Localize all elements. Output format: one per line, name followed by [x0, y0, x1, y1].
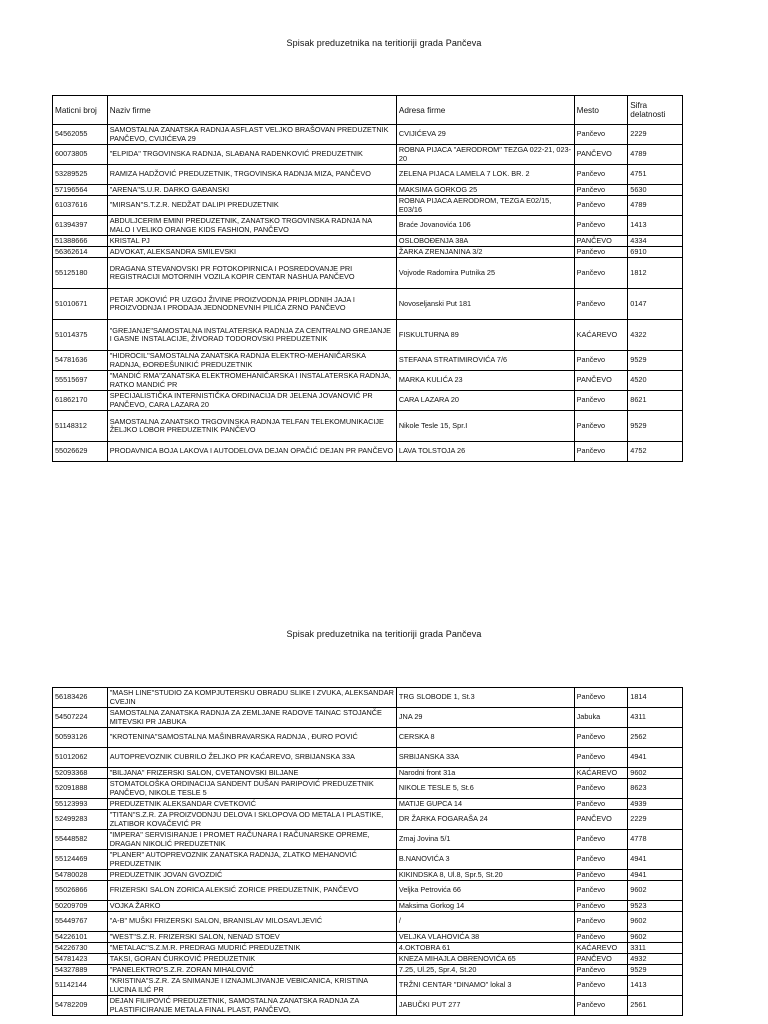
place-cell: Pančevo — [574, 901, 628, 912]
activity-code-cell: 4322 — [628, 320, 683, 351]
registration-number-cell: 50209709 — [53, 901, 108, 912]
registration-number-cell: 50593126 — [53, 728, 108, 748]
company-address-cell: STEFANA STRATIMIROVIĆA 7/6 — [396, 351, 574, 371]
company-name-cell: PREDUZETNIK JOVAN GVOZDIĆ — [107, 870, 396, 881]
table-row — [53, 688, 683, 708]
table-row — [53, 996, 683, 1016]
registration-number-cell: 52093368 — [53, 768, 108, 779]
page-title: Spisak preduzetnika na teritioriji grada Pančeva — [286, 38, 482, 48]
table-row — [53, 954, 683, 965]
company-address-cell: VELJKA VLAHOVIĆA 38 — [396, 932, 574, 943]
activity-code-cell: 8623 — [628, 779, 683, 799]
company-address-cell: 4.OKTOBRA 61 — [396, 943, 574, 954]
place-cell: KAĆAREVO — [574, 943, 628, 954]
place-cell: Pančevo — [574, 247, 628, 258]
place-cell: Pančevo — [574, 870, 628, 881]
activity-code-cell: 4311 — [628, 708, 683, 728]
registration-number-cell: 60073805 — [53, 145, 108, 165]
table-row — [53, 912, 683, 932]
company-name-cell: "MANDIĆ RMA"ZANATSKA ELEKTROMEHANIČARSKA I INSTALATERSKA RADNJA, RATKO MANDIĆ PR — [107, 371, 396, 391]
header-company-address: Adresa firme — [396, 96, 574, 125]
company-name-cell: "MASH LINE"STUDIO ZA KOMPJUTERSKU OBRADU SLIKE I ZVUKA, ALEKSANDAR CVEJIN — [107, 688, 396, 708]
registration-number-cell: 61862170 — [53, 391, 108, 411]
registration-number-cell: 61394397 — [53, 216, 108, 236]
table-row — [53, 768, 683, 779]
table-row — [53, 442, 683, 462]
activity-code-cell: 6910 — [628, 247, 683, 258]
registration-number-cell: 56183426 — [53, 688, 108, 708]
registration-number-cell: 55026629 — [53, 442, 108, 462]
activity-code-cell: 9602 — [628, 932, 683, 943]
activity-code-cell: 9602 — [628, 912, 683, 932]
activity-code-cell: 4778 — [628, 830, 683, 850]
company-address-cell: Narodni front 31a — [396, 768, 574, 779]
company-address-cell: MAKSIMA GORKOG 25 — [396, 185, 574, 196]
place-cell: Pančevo — [574, 196, 628, 216]
company-name-cell: "MIRSAN"S.T.Z.R. NEDŽAT DALIPI PREDUZETNIK — [107, 196, 396, 216]
company-name-cell: "WEST"S.Z.R. FRIZERSKI SALON, NENAD STOEV — [107, 932, 396, 943]
place-cell: Pančevo — [574, 779, 628, 799]
activity-code-cell: 4941 — [628, 850, 683, 870]
registration-number-cell: 55449767 — [53, 912, 108, 932]
company-address-cell: TRG SLOBODE 1, St.3 — [396, 688, 574, 708]
page-title: Spisak preduzetnika na teritioriji grada Pančeva — [286, 629, 482, 639]
table-row — [53, 965, 683, 976]
registration-number-cell: 55123993 — [53, 799, 108, 810]
company-address-cell: ŽARKA ZRENJANINA 3/2 — [396, 247, 574, 258]
table-row — [53, 810, 683, 830]
activity-code-cell: 5630 — [628, 185, 683, 196]
activity-code-cell: 2561 — [628, 996, 683, 1016]
company-address-cell: SRBIJANSKA 33A — [396, 748, 574, 768]
company-address-cell: Veljka Petrovića 66 — [396, 881, 574, 901]
place-cell: PANČEVO — [574, 954, 628, 965]
company-name-cell: "KROTENINA"SAMOSTALNA MAŠINBRAVARSKA RADNJA , ĐURO POVIĆ — [107, 728, 396, 748]
place-cell: Pančevo — [574, 258, 628, 289]
registration-number-cell: 61037616 — [53, 196, 108, 216]
table-row — [53, 976, 683, 996]
table-row — [53, 289, 683, 320]
table-row — [53, 830, 683, 850]
company-address-cell: CERSKA 8 — [396, 728, 574, 748]
table-row — [53, 901, 683, 912]
table-row — [53, 779, 683, 799]
place-cell: Pančevo — [574, 411, 628, 442]
table-row — [53, 236, 683, 247]
activity-code-cell: 1814 — [628, 688, 683, 708]
company-address-cell: LAVA TOLSTOJA 26 — [396, 442, 574, 462]
registration-number-cell: 54226730 — [53, 943, 108, 954]
company-name-cell: "KRISTINA"S.Z.R. ZA SNIMANJE I IZNAJMLJIVANJE VEBICANICA, KRISTINA LUCINA ILIĆ PR — [107, 976, 396, 996]
registration-number-cell: 54780028 — [53, 870, 108, 881]
activity-code-cell: 2229 — [628, 810, 683, 830]
company-address-cell: OSLOBOĐENJA 38A — [396, 236, 574, 247]
place-cell: Pančevo — [574, 165, 628, 185]
table-row — [53, 165, 683, 185]
registration-number-cell: 55515697 — [53, 371, 108, 391]
company-name-cell: "ARENA"S.U.R. DARKO GAĐANSKI — [107, 185, 396, 196]
registration-number-cell: 53289525 — [53, 165, 108, 185]
company-name-cell: AUTOPREVOZNIK CUBRILO ŽELJKO PR KAĆAREVO, SRBIJANSKA 33A — [107, 748, 396, 768]
activity-code-cell: 9529 — [628, 965, 683, 976]
table-row — [53, 870, 683, 881]
activity-code-cell: 4789 — [628, 196, 683, 216]
table-row — [53, 932, 683, 943]
company-address-cell: Zmaj Jovina 5/1 — [396, 830, 574, 850]
company-name-cell: "TITAN"S.Z.R. ZA PROIZVODNJU DELOVA I SKLOPOVA OD METALA I PLASTIKE, ZLATIBOR KOVAČEVIĆ PR — [107, 810, 396, 830]
company-name-cell: SAMOSTALNA ZANATSKA RADNJA ASFLAST VELJKO BRAŠOVAN PREDUZETNIK PANČEVO, CVIJIĆEVA 29 — [107, 125, 396, 145]
place-cell: Jabuka — [574, 708, 628, 728]
header-place: Mesto — [574, 96, 628, 125]
company-name-cell: STOMATOLOŠKA ORDINACIJA SANDENT DUŠAN PARIPOVIĆ PREDUZETNIK PANČEVO, NIKOLE TESLE 5 — [107, 779, 396, 799]
table-row — [53, 850, 683, 870]
activity-code-cell: 9602 — [628, 881, 683, 901]
activity-code-cell: 3311 — [628, 943, 683, 954]
company-address-cell: Braće Jovanovića 106 — [396, 216, 574, 236]
company-name-cell: "A-B" MUŠKI FRIZERSKI SALON, BRANISLAV MILOSAVLJEVIĆ — [107, 912, 396, 932]
company-address-cell: B.NANOVIĆA 3 — [396, 850, 574, 870]
activity-code-cell: 4751 — [628, 165, 683, 185]
place-cell: Pančevo — [574, 850, 628, 870]
company-address-cell: Nikole Tesle 15, Spr.I — [396, 411, 574, 442]
place-cell: Pančevo — [574, 391, 628, 411]
company-name-cell: "GREJANJE"SAMOSTALNA INSTALATERSKA RADNJA ZA CENTRALNO GREJANJE I GASNE INSTALACIJE, ŽIVORAD TODOROVSKI PREDUZETNIK — [107, 320, 396, 351]
company-name-cell: PETAR JOKOVIĆ PR UZGOJ ŽIVINE PROIZVODNJA PRIPLODNIH JAJA I PROIZVODNJA I PRODAJA JEDNODNEVNIH PILIĆA ZRNO PANČEVO — [107, 289, 396, 320]
activity-code-cell: 2562 — [628, 728, 683, 748]
table-header-row — [53, 96, 683, 125]
registration-number-cell: 51010671 — [53, 289, 108, 320]
registration-number-cell: 55125180 — [53, 258, 108, 289]
place-cell: PANČEVO — [574, 371, 628, 391]
place-cell: Pančevo — [574, 351, 628, 371]
place-cell: Pančevo — [574, 976, 628, 996]
place-cell: PANČEVO — [574, 236, 628, 247]
registration-number-cell: 54226101 — [53, 932, 108, 943]
place-cell: Pančevo — [574, 688, 628, 708]
activity-code-cell: 4334 — [628, 236, 683, 247]
company-address-cell: KNEZA MIHAJLA OBRENOVIĆA 65 — [396, 954, 574, 965]
company-address-cell: / — [396, 912, 574, 932]
company-address-cell: Maksima Gorkog 14 — [396, 901, 574, 912]
header-activity-code: Sifra delatnosti — [628, 96, 683, 125]
company-name-cell: PREDUZETNIK ALEKSANDAR CVETKOVIĆ — [107, 799, 396, 810]
table-row — [53, 708, 683, 728]
company-address-cell: ROBNA PIJACA AERODROM, TEZGA E02/15, E03/16 — [396, 196, 574, 216]
company-address-cell: MARKA KULIĆA 23 — [396, 371, 574, 391]
table-row — [53, 799, 683, 810]
table-body — [53, 688, 683, 1016]
company-address-cell: NIKOLE TESLE 5, St.6 — [396, 779, 574, 799]
header-registration-number: Maticni broj — [53, 96, 108, 125]
company-name-cell: "PANELEKTRO"S.Z.R. ZORAN MIHALOVIĆ — [107, 965, 396, 976]
company-name-cell: "HIDROCIL"SAMOSTALNA ZANATSKA RADNJA ELEKTRO-MEHANIČARSKA RADNJA, ĐORĐEŠUNIKIĆ PREDUZETNIK — [107, 351, 396, 371]
place-cell: KAĆAREVO — [574, 768, 628, 779]
table-body — [53, 125, 683, 462]
activity-code-cell: 1413 — [628, 976, 683, 996]
registration-number-cell: 52499283 — [53, 810, 108, 830]
place-cell: Pančevo — [574, 996, 628, 1016]
company-address-cell: FISKULTURNA 89 — [396, 320, 574, 351]
registration-number-cell: 52091888 — [53, 779, 108, 799]
company-name-cell: VOJKA ŽARKO — [107, 901, 396, 912]
company-address-cell: Vojvode Radomira Putnika 25 — [396, 258, 574, 289]
company-address-cell: CVIJIĆEVA 29 — [396, 125, 574, 145]
activity-code-cell: 4941 — [628, 870, 683, 881]
place-cell: Pančevo — [574, 185, 628, 196]
company-name-cell: ABDULJCERIM EMINI PREDUZETNIK, ZANATSKO TRGOVINSKA RADNJA NA MALO I VELIKO ORANGE KIDS FASHION, PANČEVO — [107, 216, 396, 236]
company-address-cell: ROBNA PIJACA "AERODROM" TEZGA 022-21, 023-20 — [396, 145, 574, 165]
company-name-cell: "ELPIDA" TRGOVINSKA RADNJA, SLAĐANA RADENKOVIĆ PREDUZETNIK — [107, 145, 396, 165]
registration-number-cell: 55026866 — [53, 881, 108, 901]
activity-code-cell: 4941 — [628, 748, 683, 768]
registration-number-cell: 54562055 — [53, 125, 108, 145]
registration-number-cell: 54327889 — [53, 965, 108, 976]
table-row — [53, 943, 683, 954]
activity-code-cell: 4789 — [628, 145, 683, 165]
registration-number-cell: 51012062 — [53, 748, 108, 768]
registration-number-cell: 54781423 — [53, 954, 108, 965]
company-address-cell: DR ŽARKA FOGARAŠA 24 — [396, 810, 574, 830]
activity-code-cell: 9523 — [628, 901, 683, 912]
table-row — [53, 247, 683, 258]
company-name-cell: DRAGANA STEVANOVSKI PR FOTOKOPIRNICA I POSREDOVANJE PRI REGISTRACIJI MOTORNIH VOZILA KOPIR CENTAR NASHUA PANČEVO — [107, 258, 396, 289]
company-name-cell: ADVOKAT, ALEKSANDRA SMILEVSKI — [107, 247, 396, 258]
activity-code-cell: 9529 — [628, 411, 683, 442]
company-name-cell: RAMIZA HADŽOVIĆ PREDUZETNIK, TRGOVINSKA RADNJA MIZA, PANČEVO — [107, 165, 396, 185]
table-row — [53, 216, 683, 236]
table-row — [53, 258, 683, 289]
place-cell: Pančevo — [574, 125, 628, 145]
activity-code-cell: 9529 — [628, 351, 683, 371]
company-name-cell: "METALAC"S.Z.M.R. PREDRAG MUDRIĆ PREDUZETNIK — [107, 943, 396, 954]
place-cell: Pančevo — [574, 442, 628, 462]
registration-number-cell: 54782209 — [53, 996, 108, 1016]
company-name-cell: "PLANER" AUTOPREVOZNIK ZANATSKA RADNJA, ZLATKO MEHANOVIĆ PREDUZETNIK — [107, 850, 396, 870]
table-row — [53, 391, 683, 411]
company-name-cell: "IMPERA" SERVISIRANJE I PROMET RAČUNARA I RAČUNARSKE OPREME, DRAGAN NIKOLIĆ PREDUZETNIK — [107, 830, 396, 850]
place-cell: Pančevo — [574, 881, 628, 901]
company-address-cell: Novoseljanski Put 181 — [396, 289, 574, 320]
activity-code-cell: 4752 — [628, 442, 683, 462]
registration-number-cell: 56362614 — [53, 247, 108, 258]
activity-code-cell: 1812 — [628, 258, 683, 289]
registration-number-cell: 51148312 — [53, 411, 108, 442]
company-name-cell: KRISTAL PJ — [107, 236, 396, 247]
registration-number-cell: 51142144 — [53, 976, 108, 996]
place-cell: Pančevo — [574, 728, 628, 748]
activity-code-cell: 2229 — [628, 125, 683, 145]
table-row — [53, 411, 683, 442]
table-row — [53, 125, 683, 145]
place-cell: Pančevo — [574, 932, 628, 943]
place-cell: Pančevo — [574, 912, 628, 932]
registration-number-cell: 55124469 — [53, 850, 108, 870]
place-cell: Pančevo — [574, 216, 628, 236]
table-row — [53, 351, 683, 371]
company-address-cell: JNA 29 — [396, 708, 574, 728]
company-address-cell: CARA LAZARA 20 — [396, 391, 574, 411]
table-row — [53, 320, 683, 351]
table-row — [53, 145, 683, 165]
entrepreneurs-table — [52, 95, 683, 462]
company-address-cell: JABUČKI PUT 277 — [396, 996, 574, 1016]
registration-number-cell: 54781636 — [53, 351, 108, 371]
place-cell: KAĆAREVO — [574, 320, 628, 351]
company-name-cell: DEJAN FILIPOVIĆ PREDUZETNIK, SAMOSTALNA ZANATSKA RADNJA ZA PLASTIFICIRANJE METALA FINAL PLAST, PANČEVO, — [107, 996, 396, 1016]
entrepreneurs-table — [52, 687, 683, 1016]
place-cell: Pančevo — [574, 830, 628, 850]
company-name-cell: FRIZERSKI SALON ZORICA ALEKSIĆ ZORICE PREDUZETNIK, PANČEVO — [107, 881, 396, 901]
table-row — [53, 728, 683, 748]
table-row — [53, 185, 683, 196]
table-row — [53, 371, 683, 391]
company-address-cell: KIKINDSKA 8, Ul.8, Spr.5, St.20 — [396, 870, 574, 881]
company-name-cell: SAMOSTALNA ZANATSKA RADNJA ZA ZEMLJANE RADOVE TAINAC STOJANČE MITEVSKI PR JABUKA — [107, 708, 396, 728]
activity-code-cell: 1413 — [628, 216, 683, 236]
activity-code-cell: 4520 — [628, 371, 683, 391]
header-company-name: Naziv firme — [107, 96, 396, 125]
place-cell: Pančevo — [574, 799, 628, 810]
activity-code-cell: 4939 — [628, 799, 683, 810]
registration-number-cell: 51014375 — [53, 320, 108, 351]
registration-number-cell: 51388666 — [53, 236, 108, 247]
table-row — [53, 881, 683, 901]
place-cell: PANČEVO — [574, 810, 628, 830]
table-row — [53, 748, 683, 768]
company-name-cell: SAMOSTALNA ZANATSKO TRGOVINSKA RADNJA TELFAN TELEKOMUNIKACIJE ŽELJKO LOBOR PREDUZETNIK PANČEVO — [107, 411, 396, 442]
place-cell: Pančevo — [574, 748, 628, 768]
activity-code-cell: 9602 — [628, 768, 683, 779]
table-row — [53, 196, 683, 216]
activity-code-cell: 8621 — [628, 391, 683, 411]
company-address-cell: ZELENA PIJACA LAMELA 7 LOK. BR. 2 — [396, 165, 574, 185]
activity-code-cell: 0147 — [628, 289, 683, 320]
company-name-cell: "BILJANA" FRIZERSKI SALON, CVETANOVSKI BILJANE — [107, 768, 396, 779]
company-name-cell: TAKSI, GORAN ĆURKOVIĆ PREDUZETNIK — [107, 954, 396, 965]
registration-number-cell: 57196564 — [53, 185, 108, 196]
company-name-cell: SPECIJALISTIČKA INTERNISTIČKA ORDINACIJA DR JELENA JOVANOVIĆ PR PANČEVO, CARA LAZARA 20 — [107, 391, 396, 411]
company-address-cell: MATIJE GUPCA 14 — [396, 799, 574, 810]
registration-number-cell: 55448582 — [53, 830, 108, 850]
company-address-cell: TRŽNI CENTAR "DINAMO" lokal 3 — [396, 976, 574, 996]
activity-code-cell: 4932 — [628, 954, 683, 965]
registration-number-cell: 54507224 — [53, 708, 108, 728]
place-cell: Pančevo — [574, 965, 628, 976]
place-cell: Pančevo — [574, 289, 628, 320]
company-address-cell: 7.25, Ul.25, Spr.4, St.20 — [396, 965, 574, 976]
place-cell: PANČEVO — [574, 145, 628, 165]
company-name-cell: PRODAVNICA BOJA LAKOVA I AUTODELOVA DEJAN OPAČIĆ DEJAN PR PANČEVO — [107, 442, 396, 462]
